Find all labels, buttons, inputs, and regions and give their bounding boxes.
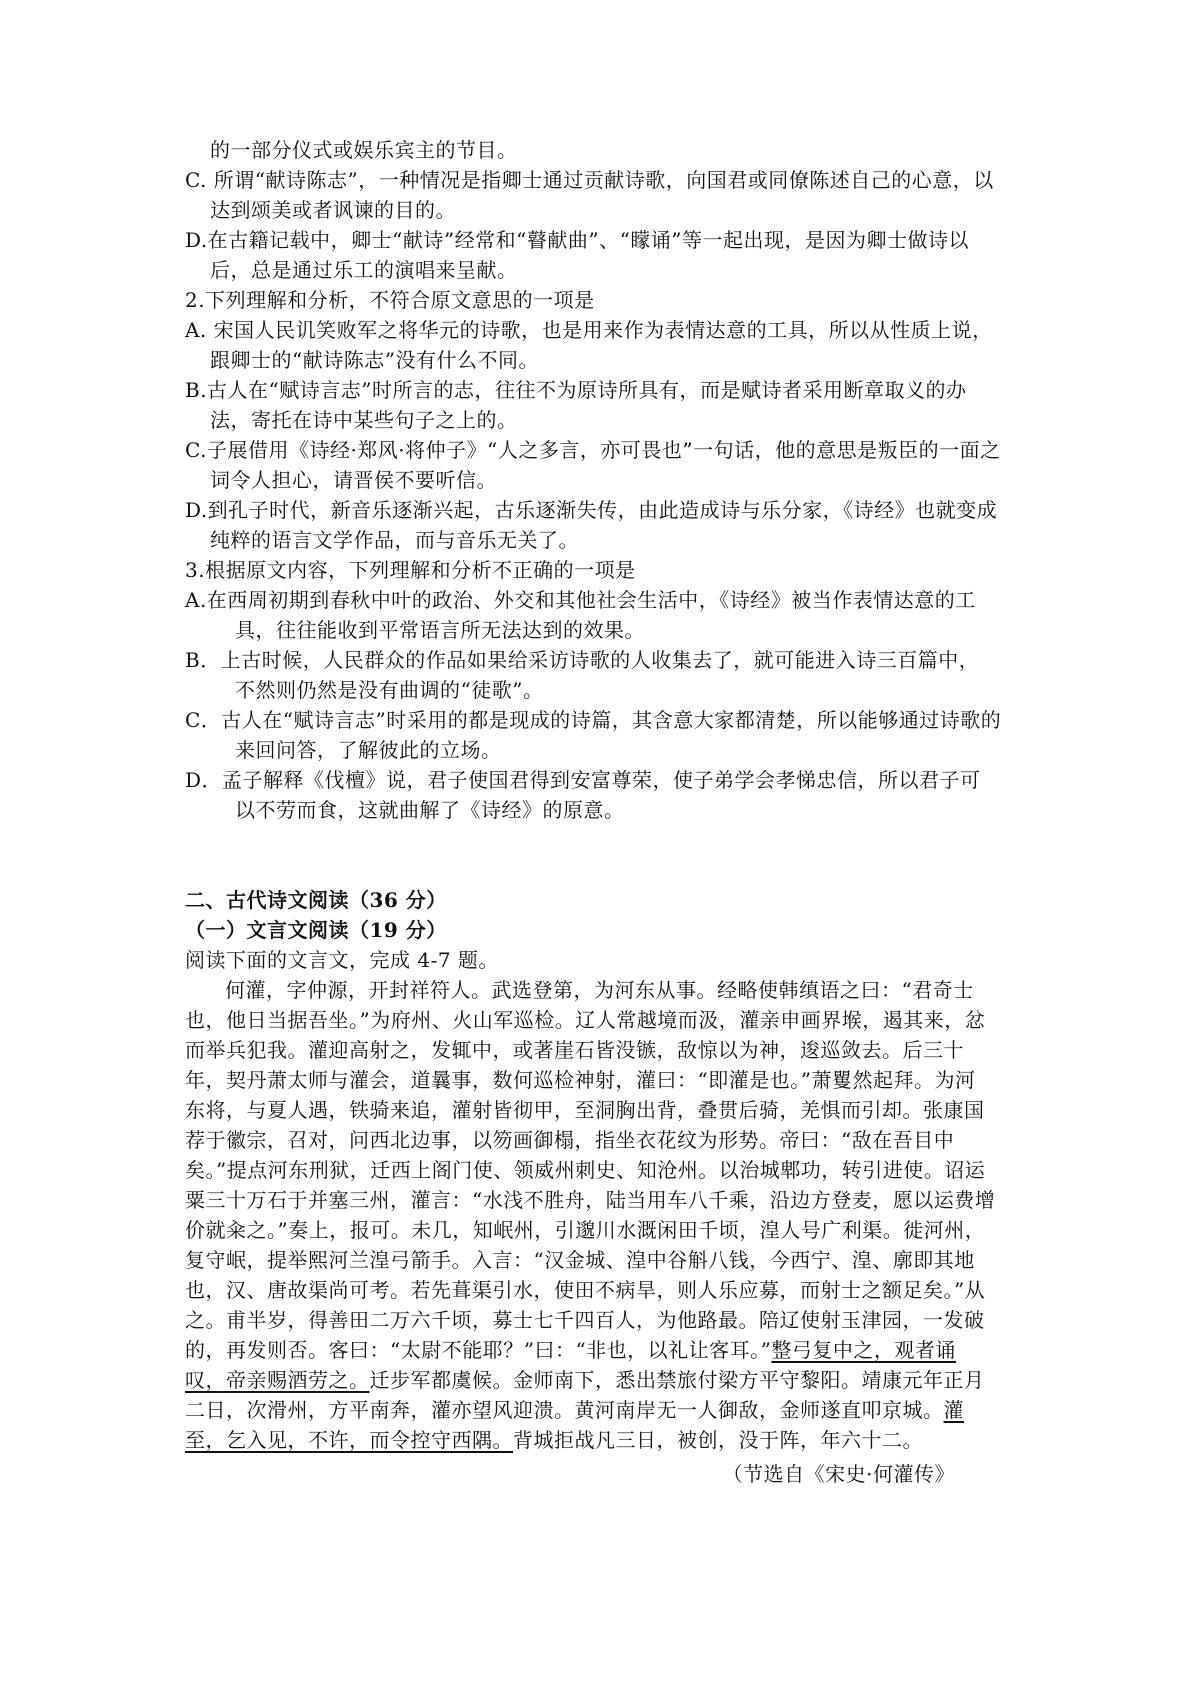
subsection-heading: （一）文言文阅读（19 分）	[185, 918, 447, 942]
underlined-sentence-2b: 至，乞入见，不许，而令控守西隅。	[185, 1428, 513, 1452]
q3-option-d-line2: 以不劳而食，这就曲解了《诗经》的原意。	[235, 798, 625, 822]
q2-option-d-line2: 纯粹的语言文学作品，而与音乐无关了。	[210, 528, 579, 552]
passage-line: 何灌，字仲源，开封祥符人。武选登第，为河东从事。经略使韩缜语之曰：“君奇士	[225, 978, 974, 1002]
q3-option-c-line2: 来回问答，了解彼此的立场。	[235, 738, 502, 762]
passage-line: 之。甫半岁，得善田二万六千顷，募士七千四百人，为他路最。陪辽使射玉津园，一发破	[185, 1308, 985, 1332]
underlined-sentence-1b: 叹，帝亲赐酒劳之。	[185, 1368, 370, 1392]
passage-line: 复守岷，提举熙河兰湟弓箭手。入言：“汉金城、湟中谷斛八钱，今西宁、湟、廓即其地	[185, 1248, 975, 1272]
q1-option-d-line1: D.在古籍记载中，卿士“献诗”经常和“瞽献曲”、“矇诵”等一起出现，是因为卿士做诗以	[185, 228, 970, 252]
passage-source: （节选自《宋史·何灌传》	[722, 1462, 955, 1486]
q2-stem: 2.下列理解和分析，不符合原文意思的一项是	[185, 288, 595, 312]
passage-line: 年，契丹萧太师与灌会，道曩事，数何巡检神射，灌曰：“即灌是也。”萧矍然起拜。为河	[185, 1068, 976, 1092]
q3-option-b-line1: B．上古时候，人民群众的作品如果给采访诗歌的人收集去了，就可能进入诗三百篇中，	[185, 648, 980, 672]
passage-line: 价就籴之。”奏上，报可。未几，知岷州，引邈川水溉闲田千顷，湟人号广利渠。徙河州，	[185, 1218, 986, 1242]
q2-option-b-line2: 法，寄托在诗中某些句子之上的。	[210, 408, 518, 432]
q1-option-b-tail: 的一部分仪式或娱乐宾主的节目。	[210, 138, 518, 162]
passage-text: 二日，次滑州，方平南奔，灌亦望风迎溃。黄河南岸无一人御敌，金师遂直叩京城。	[185, 1398, 944, 1422]
reading-instruction: 阅读下面的文言文，完成 4-7 题。	[185, 948, 499, 972]
underlined-sentence-2a: 灌	[943, 1398, 964, 1422]
underlined-sentence-1a: 整弓复中之，观者诵	[771, 1338, 956, 1362]
section-heading: 二、古代诗文阅读（36 分）	[185, 888, 447, 912]
q2-option-a-line1: A. 宋国人民讥笑败军之将华元的诗歌，也是用来作为表情达意的工具，所以从性质上说，	[185, 318, 993, 342]
passage-text: 的，再发则否。客曰：“太尉不能耶？”曰：“非也，以礼让客耳。”	[185, 1338, 772, 1362]
passage-line: 东将，与夏人遇，铁骑来追，灌射皆彻甲，至洞胸出背，叠贯后骑，羌惧而引却。张康国	[185, 1098, 985, 1122]
passage-line-14	[185, 1364, 1025, 1396]
q3-option-a-line1: A.在西周初期到春秋中叶的政治、外交和其他社会生活中，《诗经》被当作表情达意的工	[185, 588, 976, 612]
passage-line: 而举兵犯我。灌迎高射之，发辄中，或著崖石皆没镞，敌惊以为神，逡巡敛去。后三十	[185, 1038, 964, 1062]
q1-option-d-line2: 后，总是通过乐工的演唱来呈献。	[210, 258, 518, 282]
q3-option-a-line2: 具，往往能收到平常语言所无法达到的效果。	[235, 618, 645, 642]
passage-line: 荐于徽宗，召对，问西北边事，以笏画御榻，指坐衣花纹为形势。帝曰：“敌在吾目中	[185, 1128, 955, 1152]
passage-text: 迁步军都虞候。金师南下，悉出禁旅付梁方平守黎阳。靖康元年正月	[369, 1368, 985, 1392]
passage-text: 背城拒战凡三日，被创，没于阵，年六十二。	[513, 1428, 923, 1452]
q2-option-c-line1: C.子展借用《诗经·郑风·将仲子》“人之多言，亦可畏也”一句话，他的意思是叛臣的一面之	[185, 438, 1001, 462]
q2-option-a-line2: 跟卿士的“献诗陈志”没有什么不同。	[210, 348, 539, 372]
q1-option-c-line2: 达到颂美或者讽谏的目的。	[210, 198, 456, 222]
q1-option-c-line1: C. 所谓“献诗陈志”，一种情况是指卿士通过贡献诗歌，向国君或同僚陈述自己的心意，以	[185, 168, 994, 192]
passage-line-13	[185, 1334, 1025, 1366]
q3-option-b-line2: 不然则仍然是没有曲调的“徒歌”。	[235, 678, 544, 702]
q2-option-c-line2: 词令人担心，请晋侯不要听信。	[210, 468, 497, 492]
q2-option-b-line1: B.古人在“赋诗言志”时所言的志，往往不为原诗所具有，而是赋诗者采用断章取义的办	[185, 378, 967, 402]
passage-line: 也，他日当据吾坐。”为府州、火山军巡检。辽人常越境而汲，灌亲申画界堠，遏其来，忿	[185, 1008, 986, 1032]
passage-line-16	[185, 1424, 1025, 1456]
passage-line: 也，汉、唐故渠尚可考。若先葺渠引水，使田不病旱，则人乐应募，而射士之额足矣。”从	[185, 1278, 986, 1302]
q3-option-d-line1: D．孟子解释《伐檀》说，君子使国君得到安富尊荣，使子弟学会孝悌忠信，所以君子可	[185, 768, 981, 792]
q3-option-c-line1: C．古人在“赋诗言志”时采用的都是现成的诗篇，其含意大家都清楚，所以能够通过诗歌的	[185, 708, 1002, 732]
q2-option-d-line1: D.到孔子时代，新音乐逐渐兴起，古乐逐渐失传，由此造成诗与乐分家，《诗经》也就变成	[185, 498, 998, 522]
passage-line-15	[185, 1394, 1025, 1426]
passage-line: 粟三十万石于并塞三州，灌言：“水浅不胜舟，陆当用车八千乘，沿边方登麦，愿以运费增	[185, 1188, 996, 1212]
passage-line: 矣。”提点河东刑狱，迁西上阁门使、领威州刺史、知沧州。以治城郫功，转引进使。诏运	[185, 1158, 986, 1182]
q3-stem: 3.根据原文内容，下列理解和分析不正确的一项是	[185, 558, 636, 582]
